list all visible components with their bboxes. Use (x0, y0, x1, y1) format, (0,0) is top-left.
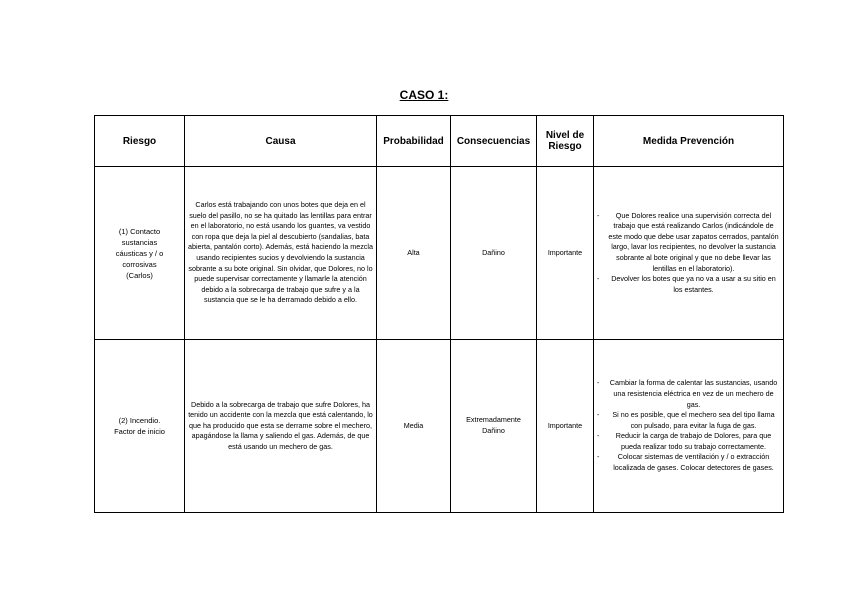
header-riesgo: Riesgo (95, 116, 185, 167)
header-causa: Causa (185, 116, 377, 167)
probabilidad-cell: Media (377, 340, 451, 513)
medida-list (597, 211, 780, 296)
table-row (95, 167, 784, 340)
medida-item: - Devolver los botes que ya no va a usar a su sitio en los estantes. (597, 274, 780, 295)
consecuencias-cell: Dañino (451, 167, 537, 340)
nivel-cell: Importante (537, 167, 594, 340)
riesgo-cell: (2) Incendio. Factor de inicio (95, 340, 185, 513)
document-title: CASO 1: (399, 88, 449, 102)
causa-cell: Carlos está trabajando con unos botes que deja en el suelo del pasillo, no se ha quitado las lentillas para entrar en el laboratorio, no está usando los guantes, va vestido con ropa que deja la piel al descubierto (sandalias, bata abierta, pantalón corto). Además, está haciendo la mezcla usando recipientes sucios y devolviendo la sustancia sobrante a su bote original. Sin olvidar, que Dolores, no lo puede supervisar correctamente y llamarle la atención debido a la sobrecarga de trabajo que sufre y a la sustancia que se le ha derramado debido a ello. (185, 167, 377, 340)
header-medida: Medida Prevención (594, 116, 784, 167)
consecuencias-cell: Extremadamente Dañino (451, 340, 537, 513)
header-row (95, 116, 784, 167)
medida-item: - Que Dolores realice una supervisión correcta del trabajo que está realizando Carlos (indicándole de este modo que debe usar zapatos cerrados, pantalón largo, lavar los recipientes, no devolver la sustancia sobrante al bote original y que no debe llevar las lentillas en el laboratorio). (597, 211, 780, 275)
header-probabilidad: Probabilidad (377, 116, 451, 167)
risk-table (94, 115, 784, 513)
medida-item: - Reducir la carga de trabajo de Dolores, para que pueda realizar todo su trabajo correctamente. (597, 431, 780, 452)
medida-item: - Colocar sistemas de ventilación y / o extracción localizada de gases. Colocar detectores de gases. (597, 452, 780, 473)
probabilidad-cell: Alta (377, 167, 451, 340)
medida-item: - Si no es posible, que el mechero sea del tipo llama con pulsado, para evitar la fuga de gas. (597, 410, 780, 431)
medida-list (597, 378, 780, 473)
medida-cell (594, 340, 784, 513)
header-nivel: Nivel de Riesgo (537, 116, 594, 167)
header-consecuencias: Consecuencias (451, 116, 537, 167)
riesgo-cell: (1) Contacto sustancias cáusticas y / o corrosivas (Carlos) (95, 167, 185, 340)
causa-cell: Debido a la sobrecarga de trabajo que sufre Dolores, ha tenido un accidente con la mezcla que está calentando, lo que ha producido que esta se derrame sobre el mechero, apagándose la llama y saliendo el gas. Además, de que está usando un mechero de gas. (185, 340, 377, 513)
medida-cell (594, 167, 784, 340)
nivel-cell: Importante (537, 340, 594, 513)
table-row (95, 340, 784, 513)
medida-item: - Cambiar la forma de calentar las sustancias, usando una resistencia eléctrica en vez de un mechero de gas. (597, 378, 780, 410)
